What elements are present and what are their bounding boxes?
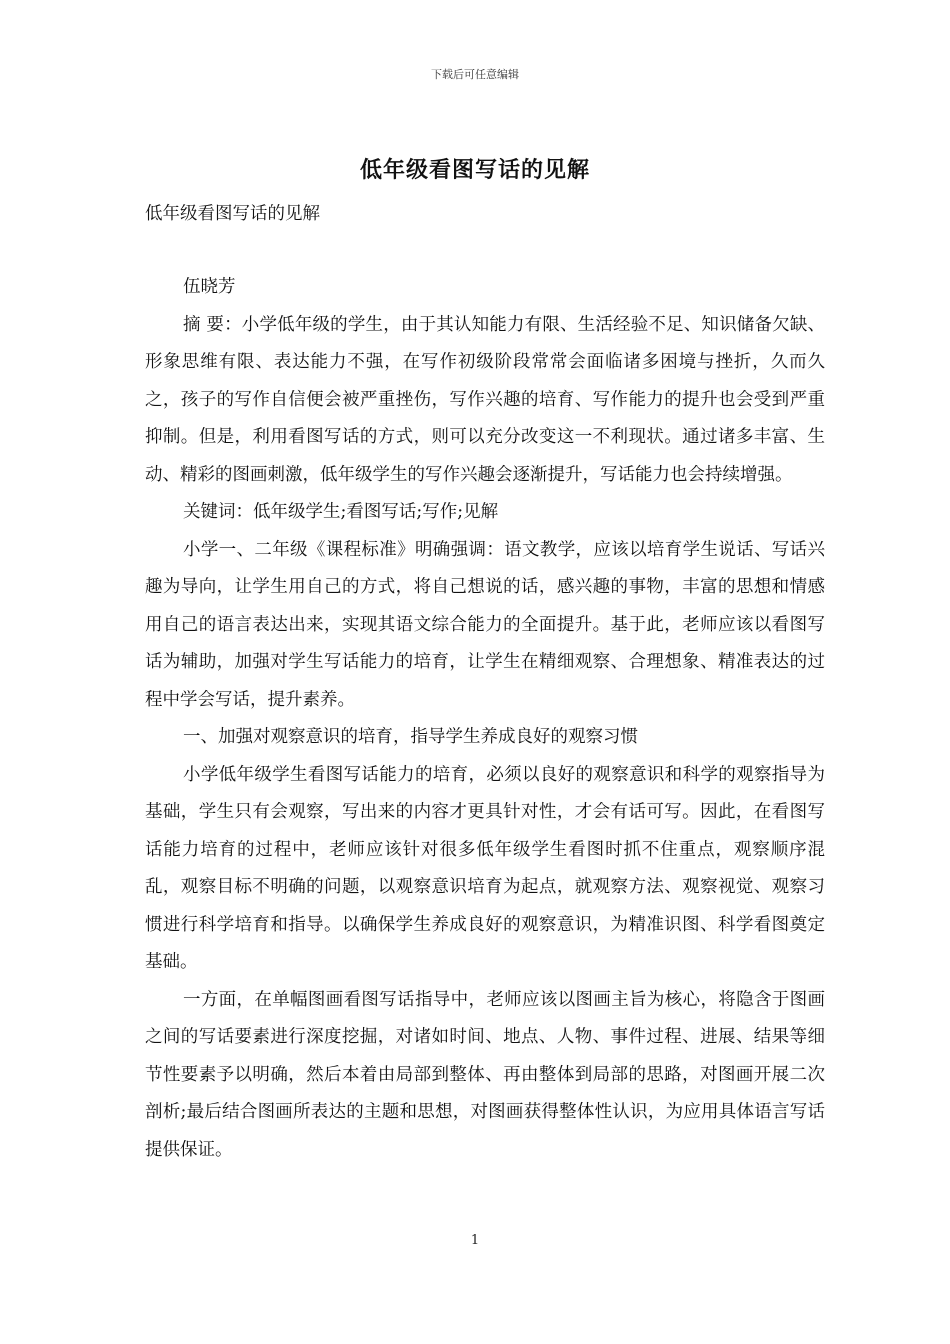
author-name: 伍晓芳	[183, 277, 236, 297]
document-subtitle: 低年级看图写话的见解	[145, 204, 320, 224]
document-body	[145, 269, 825, 1169]
header-note: 下载后可任意编辑	[431, 68, 519, 81]
abstract-paragraph: 摘 要：小学低年级的学生，由于其认知能力有限、生活经验不足、知识储备欠缺、形象思维有限、表达能力不强，在写作初级阶段常常会面临诸多困境与挫折，久而久之，孩子的写作自信便会被严重挫伤，写作兴趣的培育、写作能力的提升也会受到严重抑制。但是，利用看图写话的方式，则可以充分改变这一不利现状。通过诸多丰富、生动、精彩的图画刺激，低年级学生的写作兴趣会逐渐提升，写话能力也会持续增强。	[145, 314, 825, 485]
body-paragraph: 一方面，在单幅图画看图写话指导中，老师应该以图画主旨为核心，将隐含于图画之间的写话要素进行深度挖掘，对诸如时间、地点、人物、事件过程、进展、结果等细节性要素予以明确，然后本着由局部到整体、再由整体到局部的思路，对图画开展二次剖析;最后结合图画所表达的主题和思想，对图画获得整体性认识，为应用具体语言写话提供保证。	[145, 989, 825, 1160]
document-title: 低年级看图写话的见解	[359, 157, 590, 183]
section-heading: 一、加强对观察意识的培育，指导学生养成良好的观察习惯	[183, 727, 638, 747]
body-paragraph: 小学低年级学生看图写话能力的培育，必须以良好的观察意识和科学的观察指导为基础，学生只有会观察，写出来的内容才更具针对性，才会有话可写。因此，在看图写话能力培育的过程中，老师应该针对很多低年级学生看图时抓不住重点，观察顺序混乱，观察目标不明确的问题，以观察意识培育为起点，就观察方法、观察视觉、观察习惯进行科学培育和指导。以确保学生养成良好的观察意识，为精准识图、科学看图奠定基础。	[145, 764, 825, 972]
keywords-paragraph: 关键词：低年级学生;看图写话;写作;见解	[183, 502, 499, 522]
page-number: 1	[470, 1233, 480, 1248]
body-paragraph: 小学一、二年级《课程标准》明确强调：语文教学，应该以培育学生说话、写话兴趣为导向，让学生用自己的方式，将自己想说的话，感兴趣的事物，丰富的思想和情感用自己的语言表达出来，实现其语文综合能力的全面提升。基于此，老师应该以看图写话为辅助，加强对学生写话能力的培育，让学生在精细观察、合理想象、精准表达的过程中学会写话，提升素养。	[145, 539, 825, 710]
